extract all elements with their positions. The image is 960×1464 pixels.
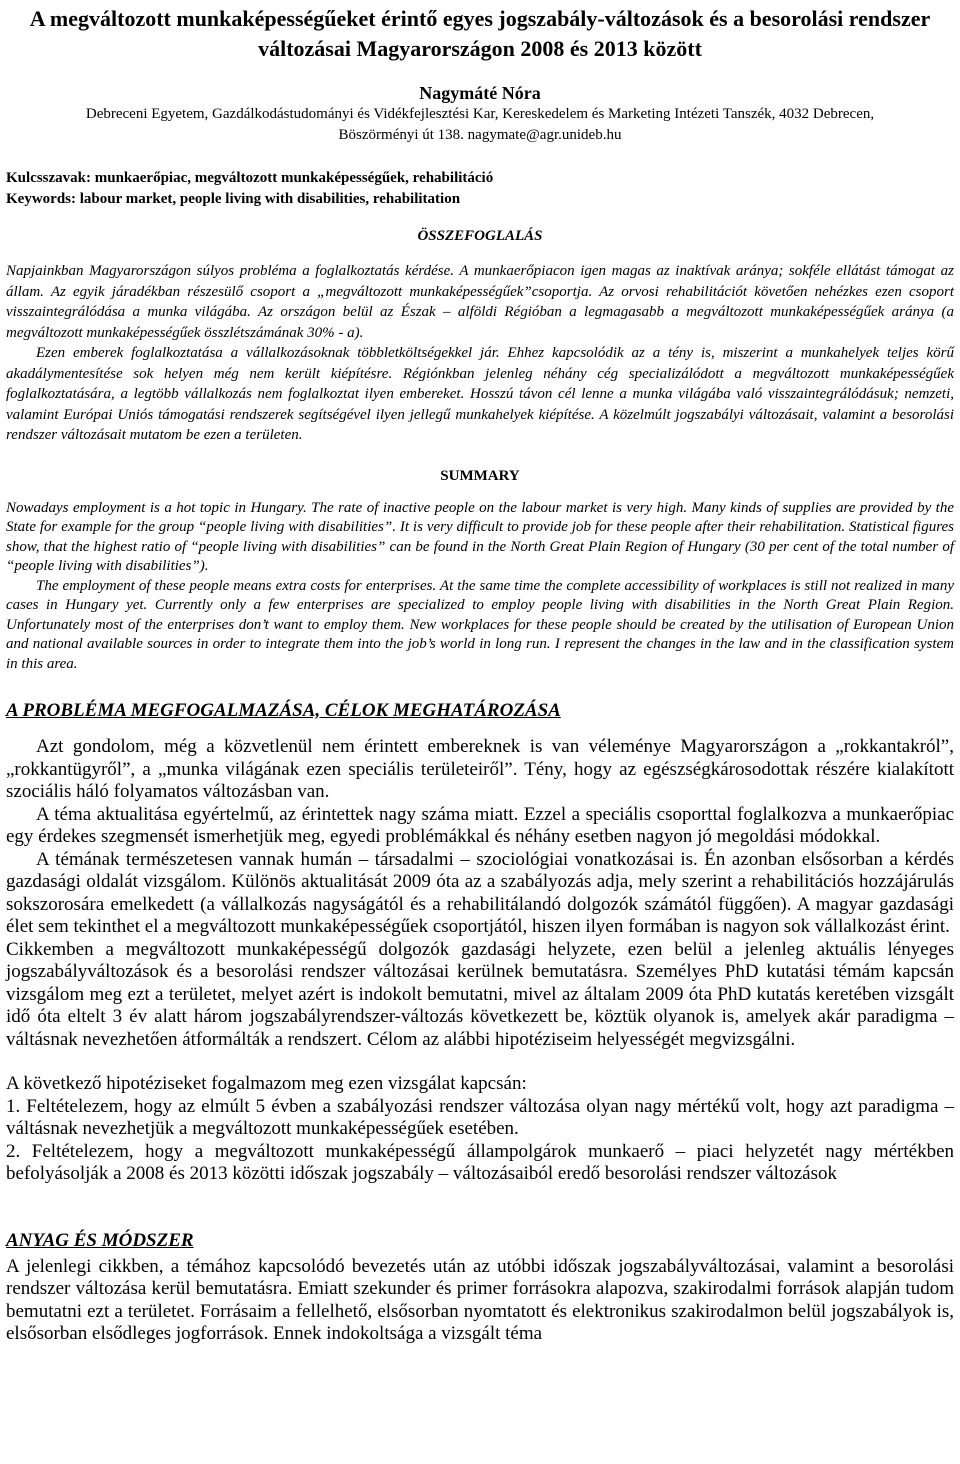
section-body-methods [6, 1256, 954, 1346]
body-paragraph: A témának természetesen vannak humán – társadalmi – szociológiai vonatkozásai is. Én azonban elsősorban a kérdés gazdasági oldalát vizsgálom. Különös aktualitását 2009 óta az a szabályozás adja, mely szerint a rehabilitációs hozzájárulás sokszorosára emelkedett (a vállalkozás nagyságától és a rehabilitálandó dolgozók számától függően). A magyar gazdasági élet sem tekinthet el a megváltozott munkaképességűek csoportjától, hiszen ilyen formában is nagyon sok vállalkozást érint. [6, 848, 954, 937]
summary-heading: SUMMARY [440, 467, 520, 484]
affiliation-line-2: Böszörményi út 138. nagymate@agr.unideb.hu [338, 127, 622, 143]
paper-title: A megváltozott munkaképességűeket érintő egyes jogszabály-változások és a besorolási rendszer változásai Magyarországon 2008 és 2013 között [29, 6, 931, 61]
summary-paragraph: Nowadays employment is a hot topic in Hungary. The rate of inactive people on the labour market is very high. Many kinds of supplies are provided by the State for example for the group “people living with disabilities”. It is very difficult to provide job for these people after their rehabilitation. Statistical figures show, that the highest ratio of “people living with disabilities” can be found in the North Great Plain Region of Hungary (30 per cent of the total number of “people living with disabilities”). [6, 499, 954, 574]
keywords-english: Keywords: labour market, people living with disabilities, rehabilitation [6, 191, 461, 207]
hypothesis-intro: A következő hipotéziseket fogalmazom meg ezen vizsgálat kapcsán: [6, 1073, 527, 1094]
author-affiliation [20, 104, 940, 146]
body-paragraph: A téma aktualitása egyértelmű, az érintettek nagy száma miatt. Ezzel a speciális csoporttal foglalkozva a munkaerőpiac egy érdekes szegmensét ismerhetjük meg, egyedi problémákkal és néhány esetben nagyon jó megoldási módokkal. [6, 803, 954, 847]
author-name: Nagymáté Nóra [419, 83, 541, 103]
body-paragraph: A jelenlegi cikkben, a témához kapcsolódó bevezetés után az utóbbi időszak jogszabályváltozásai, valamint a besorolási rendszer változása kerül bemutatásra. Emiatt szekunder és primer forrásokra alapozva, szakirodalmi források alapján tudom bemutatni ezt a területet. Forrásaim a fellelhető, elsősorban nyomtatott és elektronikus szakirodalmon belül jogszabályok is, elsősorban elsődleges jogforrások. Ennek indokoltsága a vizsgált téma [6, 1255, 954, 1344]
abstract-paragraph: Ezen emberek foglalkoztatása a vállalkozásoknak többletköltségekkel jár. Ehhez kapcsolódik az a tény is, miszerint a munkahelyek teljes körű akadálymentesítése sok helyen még nem került kiépítésre. Régiónkban jelenleg néhány cég specializálódott a megváltozott munkaképességűek foglalkoztatására, a legtöbb vállalkozás nem foglalkoztat ilyen embereket. Hosszú távon cél lenne a munka világába való visszaintegrálódásuk; nemzeti, valamint Európai Uniós támogatási rendszerek segítségével ilyen jellegű munkahelyek kiépítése. A közelmúlt jogszabályi változásait, valamint a besorolási rendszer változásait mutatom be ezen a területen. [6, 345, 954, 443]
affiliation-line-1: Debreceni Egyetem, Gazdálkodástudományi és Vidékfejlesztési Kar, Kereskedelem és Marketing Intézeti Tanszék, 4032 Debrecen, [85, 106, 875, 122]
keywords-hungarian: Kulcsszavak: munkaerőpiac, megváltozott munkaképességűek, rehabilitáció [6, 170, 494, 186]
abstract-body [6, 261, 954, 446]
keywords-block [6, 168, 954, 210]
section-heading-methods: ANYAG ÉS MÓDSZER [6, 1229, 194, 1251]
summary-body [6, 499, 954, 675]
body-paragraph: Azt gondolom, még a közvetlenül nem érintett embereknek is van véleménye Magyarországon a „rokkantakról”, „rokkantügyről”, a „munka világának ezen speciális területeiről”. Tény, hogy az egészségkárosodottak részére kialakított szociális háló folyamatos változásban van. [6, 736, 954, 802]
section-body-problem [6, 736, 954, 1186]
abstract-paragraph: Napjainkban Magyarországon súlyos probléma a foglalkoztatás kérdése. A munkaerőpiacon igen magas az inaktívak aránya; sokféle ellátást támogat az állam. Az egyik járadékban részesülő csoport a „megváltozott munkaképességűek”csoportja. Az orvosi rehabilitációt követően nehézkes ezen csoport visszaintegrálódása a munka világába. Az országon belül az Észak – alföldi Régióban a legmagasabb a megváltozott munkaképességűek aránya (a megváltozott munkaképességűek összlétszámának 30% - a). [6, 263, 954, 341]
body-paragraph: Cikkemben a megváltozott munkaképességű dolgozók gazdasági helyzete, ezen belül a jelenleg aktuális lényeges jogszabályváltozások és a besorolási rendszer változásai kerülnek bemutatásra. Személyes PhD kutatási témám kapcsán vizsgálom meg ezt a területet, melyet azért is indokolt bemutatni, mivel az általam 2009 óta PhD kutatás keretében vizsgált idő óta eltelt 3 év alatt három jogszabályrendszer-változás következett be, köztük olyanok is, amelyek akár paradigma – váltásnak nevezhetően átformálták a rendszert. Célom az alábbi hipotéziseim helyességét megvizsgálni. [6, 938, 954, 1050]
hypothesis-item: 2. Feltételezem, hogy a megváltozott munkaképességű állampolgárok munkaerő – piaci helyzetét nagy mértékben befolyásolják a 2008 és 2013 közötti időszak jogszabály – változásaiból eredő besorolási rendszer változások [6, 1140, 954, 1184]
abstract-heading: ÖSSZEFOGLALÁS [417, 228, 543, 244]
summary-paragraph: The employment of these people means extra costs for enterprises. At the same time the complete accessibility of workplaces is still not realized in many cases in Hungary yet. Currently only a few enterprises are specialized to employ people living with disabilities in the North Great Plain Region. Unfortunately most of the enterprises don’t want to employ them. New workplaces for these people should be created by the utilisation of European Union and national available sources in order to integrate them into the job’s world in long run. I represent the changes in the law and in the classification system in this area. [6, 577, 954, 672]
hypothesis-item: 1. Feltételezem, hogy az elmúlt 5 évben a szabályozási rendszer változása olyan nagy mértékű volt, hogy azt paradigma – váltásnak nevezhetjük a megváltozott munkaképességűek esetében. [6, 1095, 954, 1139]
section-heading-problem: A PROBLÉMA MEGFOGALMAZÁSA, CÉLOK MEGHATÁROZÁSA [6, 700, 561, 721]
